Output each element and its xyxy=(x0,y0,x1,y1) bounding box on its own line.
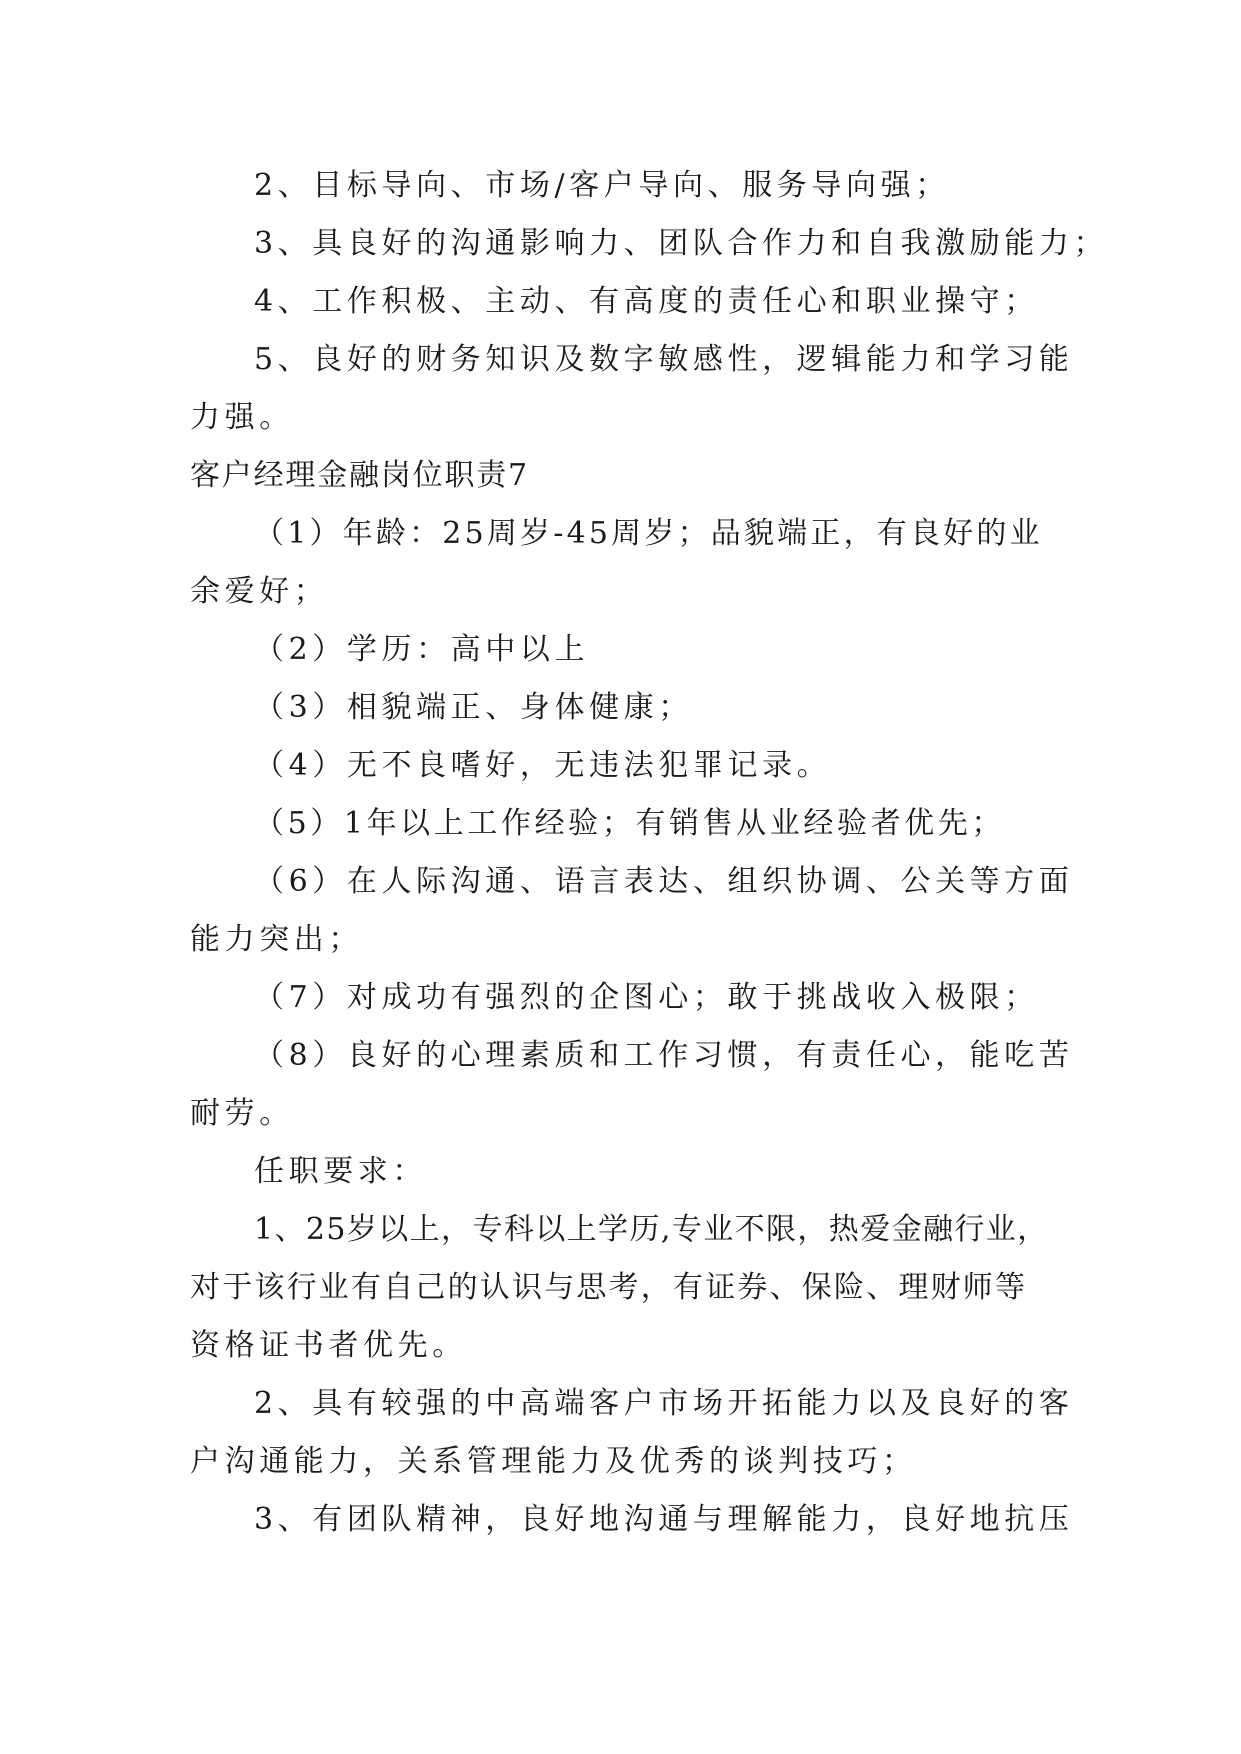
text-line: 5、良好的财务知识及数字敏感性，逻辑能力和学习能 xyxy=(254,342,1074,377)
text-line: 力强。 xyxy=(190,400,294,435)
text-line: 能力突出； xyxy=(190,922,363,957)
text-line: 2、目标导向、市场/客户导向、服务导向强； xyxy=(254,168,950,203)
text-line: 3、具良好的沟通影响力、团队合作力和自我激励能力； xyxy=(254,226,1109,261)
text-line: （5）1年以上工作经验；有销售从业经验者优先； xyxy=(254,806,1005,841)
text-line: 对于该行业有自己的认识与思考，有证券、保险、理财师等 xyxy=(190,1270,1028,1305)
text-line: 3、有团队精神，良好地沟通与理解能力，良好地抗压 xyxy=(254,1502,1074,1537)
text-line: 余爱好； xyxy=(190,574,329,609)
text-line: 户沟通能力，关系管理能力及优秀的谈判技巧； xyxy=(190,1444,917,1479)
section-heading: 任职要求： xyxy=(254,1154,427,1189)
text-line: 耐劳。 xyxy=(190,1096,294,1131)
text-line: 4、工作积极、主动、有高度的责任心和职业操守； xyxy=(254,284,1039,319)
text-line: 2、具有较强的中高端客户市场开拓能力以及良好的客 xyxy=(254,1386,1074,1421)
text-line: （7）对成功有强烈的企图心；敢于挑战收入极限； xyxy=(254,980,1039,1015)
text-line: （1）年龄：25周岁-45周岁；品貌端正，有良好的业 xyxy=(254,516,1043,551)
text-line: （6）在人际沟通、语言表达、组织协调、公关等方面 xyxy=(254,864,1074,899)
text-line: （8）良好的心理素质和工作习惯，有责任心，能吃苦 xyxy=(254,1038,1074,1073)
text-line: （4）无不良嗜好，无违法犯罪记录。 xyxy=(254,748,832,783)
text-line: 资格证书者优先。 xyxy=(190,1328,467,1363)
text-line: （3）相貌端正、身体健康； xyxy=(254,690,693,725)
section-heading: 客户经理金融岗位职责7 xyxy=(190,458,529,493)
text-line: 1、25岁以上，专科以上学历,专业不限，热爱金融行业， xyxy=(254,1212,1049,1247)
text-line: （2）学历：高中以上 xyxy=(254,632,590,667)
